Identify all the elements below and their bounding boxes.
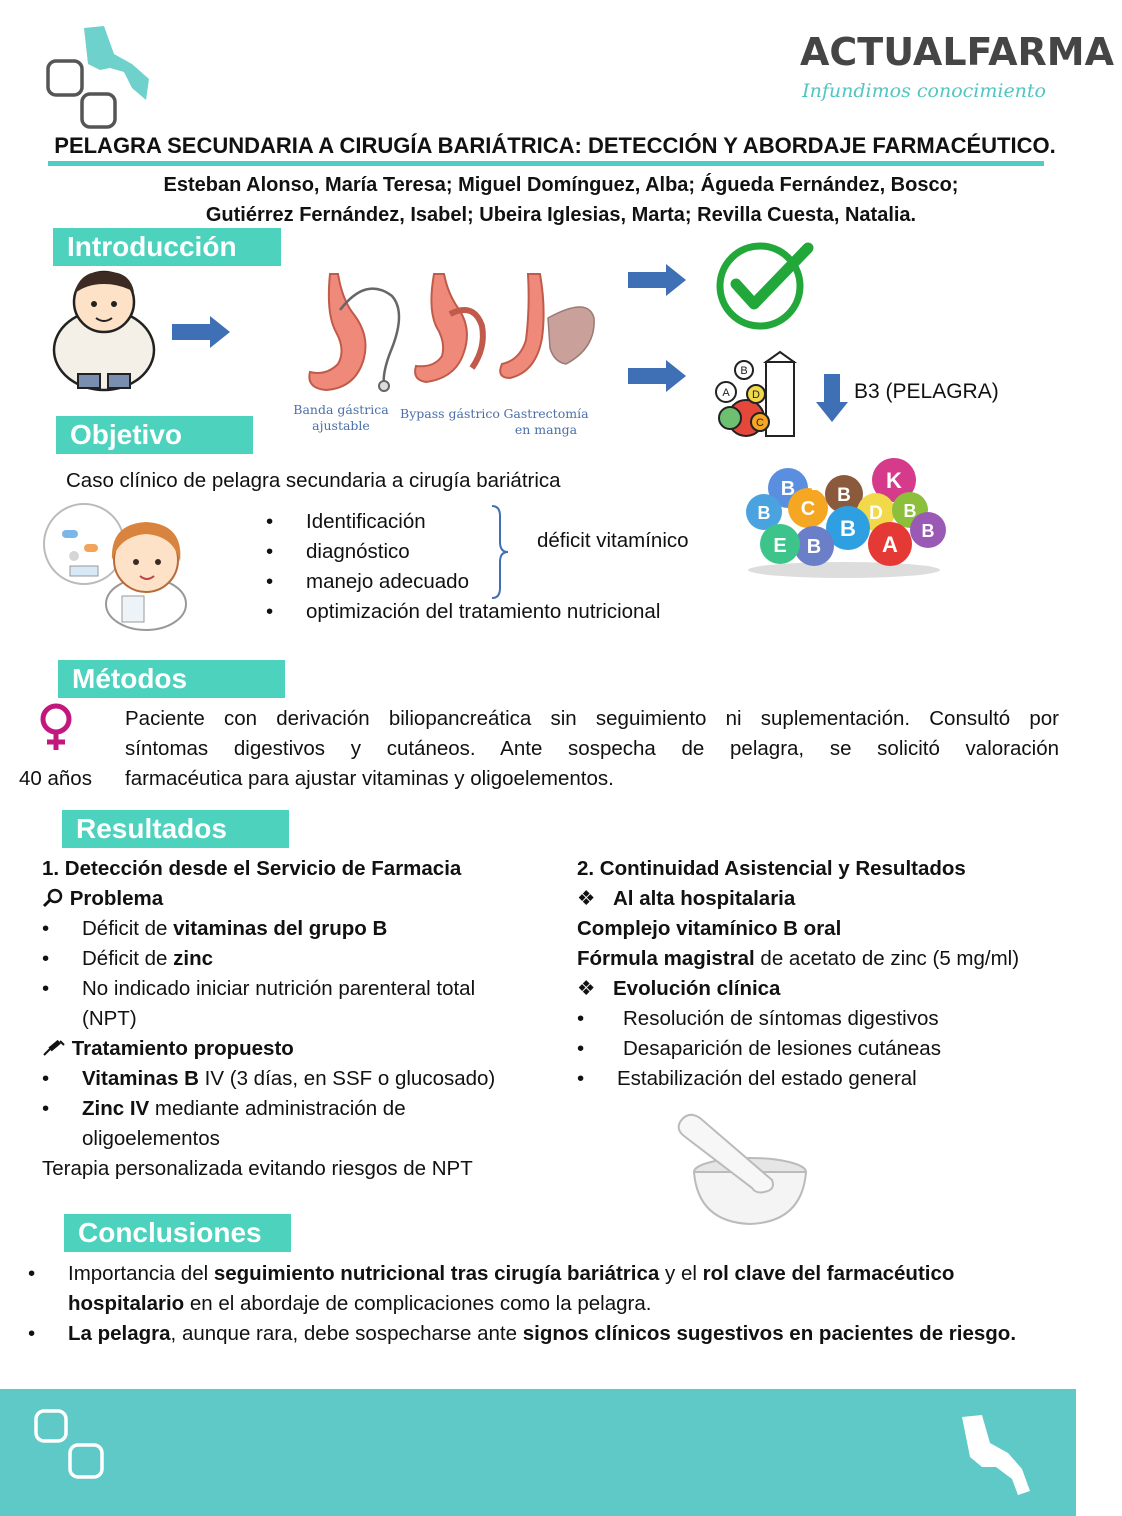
label-gastrectomia: Gastrectomía (503, 406, 589, 421)
diamond-bullet-icon: ❖ (577, 887, 596, 910)
objetivo-item: • Identificación (266, 507, 726, 537)
vitamin-ball-letter: C (800, 498, 816, 520)
problem-item: • Déficit de vitaminas del grupo B (42, 914, 552, 944)
treatment-label: Tratamiento propuesto (71, 1037, 294, 1060)
evolucion-item: • Estabilización del estado general (577, 1064, 1067, 1094)
title-divider (48, 161, 1044, 166)
footer-map-icon (956, 1413, 1036, 1499)
brand-tagline: Infundimos conocimiento (802, 80, 1046, 102)
vitamin-balls-illustration (740, 450, 950, 582)
label-en-manga: en manga (514, 422, 578, 437)
label-bypass-gastrico: Bypass gástrico (400, 406, 500, 421)
b3-pelagra-label: B3 (PELAGRA) (854, 380, 999, 403)
evolucion-item: • Resolución de síntomas digestivos (577, 1004, 1067, 1034)
vitamin-ball-letter: B (780, 478, 796, 500)
alta-label: Al alta hospitalaria (613, 887, 796, 910)
conclusion-item: • Importancia del seguimiento nutricional tras cirugía bariátrica y el rol clave del farmacéutico hospitalario en el abordaje de complicaciones como la pelagra. (28, 1259, 1068, 1319)
vitamin-ball-letter: E (773, 535, 787, 557)
brand-name: ACTUALFARMA (800, 30, 1115, 74)
vitamin-ball-letter: D (869, 503, 883, 524)
authors-line-2: Gutiérrez Fernández, Isabel; Ubeira Iglesias, Marta; Revilla Cuesta, Natalia. (205, 204, 917, 226)
footer-band (0, 1389, 1076, 1516)
section-conclusiones-heading: Conclusiones (64, 1214, 291, 1252)
vitamin-ball-letter: B (921, 521, 935, 541)
objetivo-item: • diagnóstico (266, 537, 726, 567)
problem-item: • Déficit de zinc (42, 944, 552, 974)
conclusion-item: • La pelagra, aunque rara, debe sospecharse ante signos clínicos sugestivos en pacientes de riesgo. (28, 1319, 1068, 1349)
vitamin-food-icon (710, 352, 800, 440)
objetivo-case-text: Caso clínico de pelagra secundaria a cirugía bariátrica (66, 469, 561, 492)
vitamin-ball-letter: B (806, 536, 822, 558)
vitamin-letter-d: D (752, 389, 760, 401)
vitamin-ball-letter: B (757, 503, 771, 523)
label-ajustable: ajustable (312, 418, 370, 433)
alta-heading (577, 884, 1067, 914)
arrow-down-icon (814, 372, 850, 424)
section-resultados-heading: Resultados (62, 810, 289, 848)
poster-title: PELAGRA SECUNDARIA A CIRUGÍA BARIÁTRICA: DETECCIÓN Y ABORDAJE FARMACÉUTICO. (54, 133, 1056, 158)
vitamin-letter-c: C (756, 417, 764, 429)
npt-label: (NPT) (82, 1007, 137, 1030)
problem-item: • No indicado iniciar nutrición parenteral total (NPT) (42, 974, 552, 1034)
female-symbol-icon (36, 702, 78, 752)
treatment-heading (42, 1034, 552, 1064)
vitamin-ball-letter: B (903, 501, 917, 521)
section-metodos-heading: Métodos (58, 660, 285, 698)
syringe-icon (42, 1039, 66, 1057)
metodos-line: Paciente con derivación biliopancreática sin seguimiento ni suplementación. Consultó por (125, 707, 1059, 730)
complejo-vitaminico: Complejo vitamínico B oral (577, 917, 842, 940)
oligo-label: oligoelementos (82, 1127, 220, 1150)
patient-age: 40 años (19, 767, 92, 790)
brand (800, 30, 1115, 102)
vitamin-ball-letter: B (810, 477, 822, 493)
formula-magistral: Fórmula magistral de acetato de zinc (5 mg/ml) (577, 947, 1020, 970)
deficit-vitaminico-label: déficit vitamínico (537, 529, 689, 552)
metodos-line: síntomas digestivos y cutáneos. Ante sospecha de pelagra, se solicitó valoración (125, 737, 1059, 760)
arrow-right-icon (626, 262, 688, 298)
arrow-right-icon (170, 314, 232, 350)
resultados-right-column (577, 854, 1067, 1094)
section-introduccion-heading: Introducción (53, 228, 281, 266)
actualfarma-logo-icon (44, 24, 156, 132)
resultados-left-title: 1. Detección desde el Servicio de Farmacia (42, 857, 462, 880)
diamond-bullet-icon: ❖ (577, 977, 596, 1000)
vitamin-letter-a: A (722, 387, 730, 399)
label-banda-gastrica: Banda gástrica (293, 402, 389, 417)
objetivo-item: • optimización del tratamiento nutricional (266, 597, 726, 627)
arrow-right-icon (626, 358, 688, 394)
section-objetivo-heading: Objetivo (56, 416, 253, 454)
magnifier-icon (42, 888, 64, 908)
evolucion-item: • Desaparición de lesiones cutáneas (577, 1034, 1067, 1064)
problem-heading (42, 884, 552, 914)
vitamin-ball-letter: B (837, 485, 851, 506)
vitamin-ball-letter: A (882, 532, 898, 557)
treatment-summary: Terapia personalizada evitando riesgos de NPT (42, 1157, 473, 1180)
obese-person-icon (50, 262, 158, 394)
resultados-right-title: 2. Continuidad Asistencial y Resultados (577, 857, 966, 880)
brace-icon (490, 504, 510, 600)
footer-squares-icon (32, 1407, 110, 1481)
metodos-line: farmacéutica para ajustar vitaminas y oligoelementos. (125, 767, 614, 790)
vitamin-letter-b: B (740, 365, 748, 377)
authors-line-1: Esteban Alonso, María Teresa; Miguel Domínguez, Alba; Águeda Fernández, Bosco; (163, 174, 959, 196)
bariatric-surgery-illustration (293, 268, 606, 444)
problem-label: Problema (69, 887, 164, 910)
authors (0, 170, 1122, 230)
pharmacist-illustration (40, 500, 196, 626)
treatment-item: • Zinc IV mediante administración de oligoelementos (42, 1094, 552, 1154)
vitamin-ball-letter: B (840, 516, 856, 541)
vitamin-ball-letter: K (886, 468, 902, 493)
conclusiones-list (28, 1259, 1068, 1349)
evolucion-heading (577, 974, 1067, 1004)
checkmark-icon (714, 240, 812, 332)
mortar-pestle-icon (672, 1104, 814, 1234)
metodos-paragraph (125, 704, 1059, 794)
evolucion-label: Evolución clínica (613, 977, 781, 1000)
resultados-left-column (42, 854, 552, 1184)
objetivo-item: • manejo adecuado (266, 567, 726, 597)
treatment-item: • Vitaminas B IV (3 días, en SSF o glucosado) (42, 1064, 552, 1094)
